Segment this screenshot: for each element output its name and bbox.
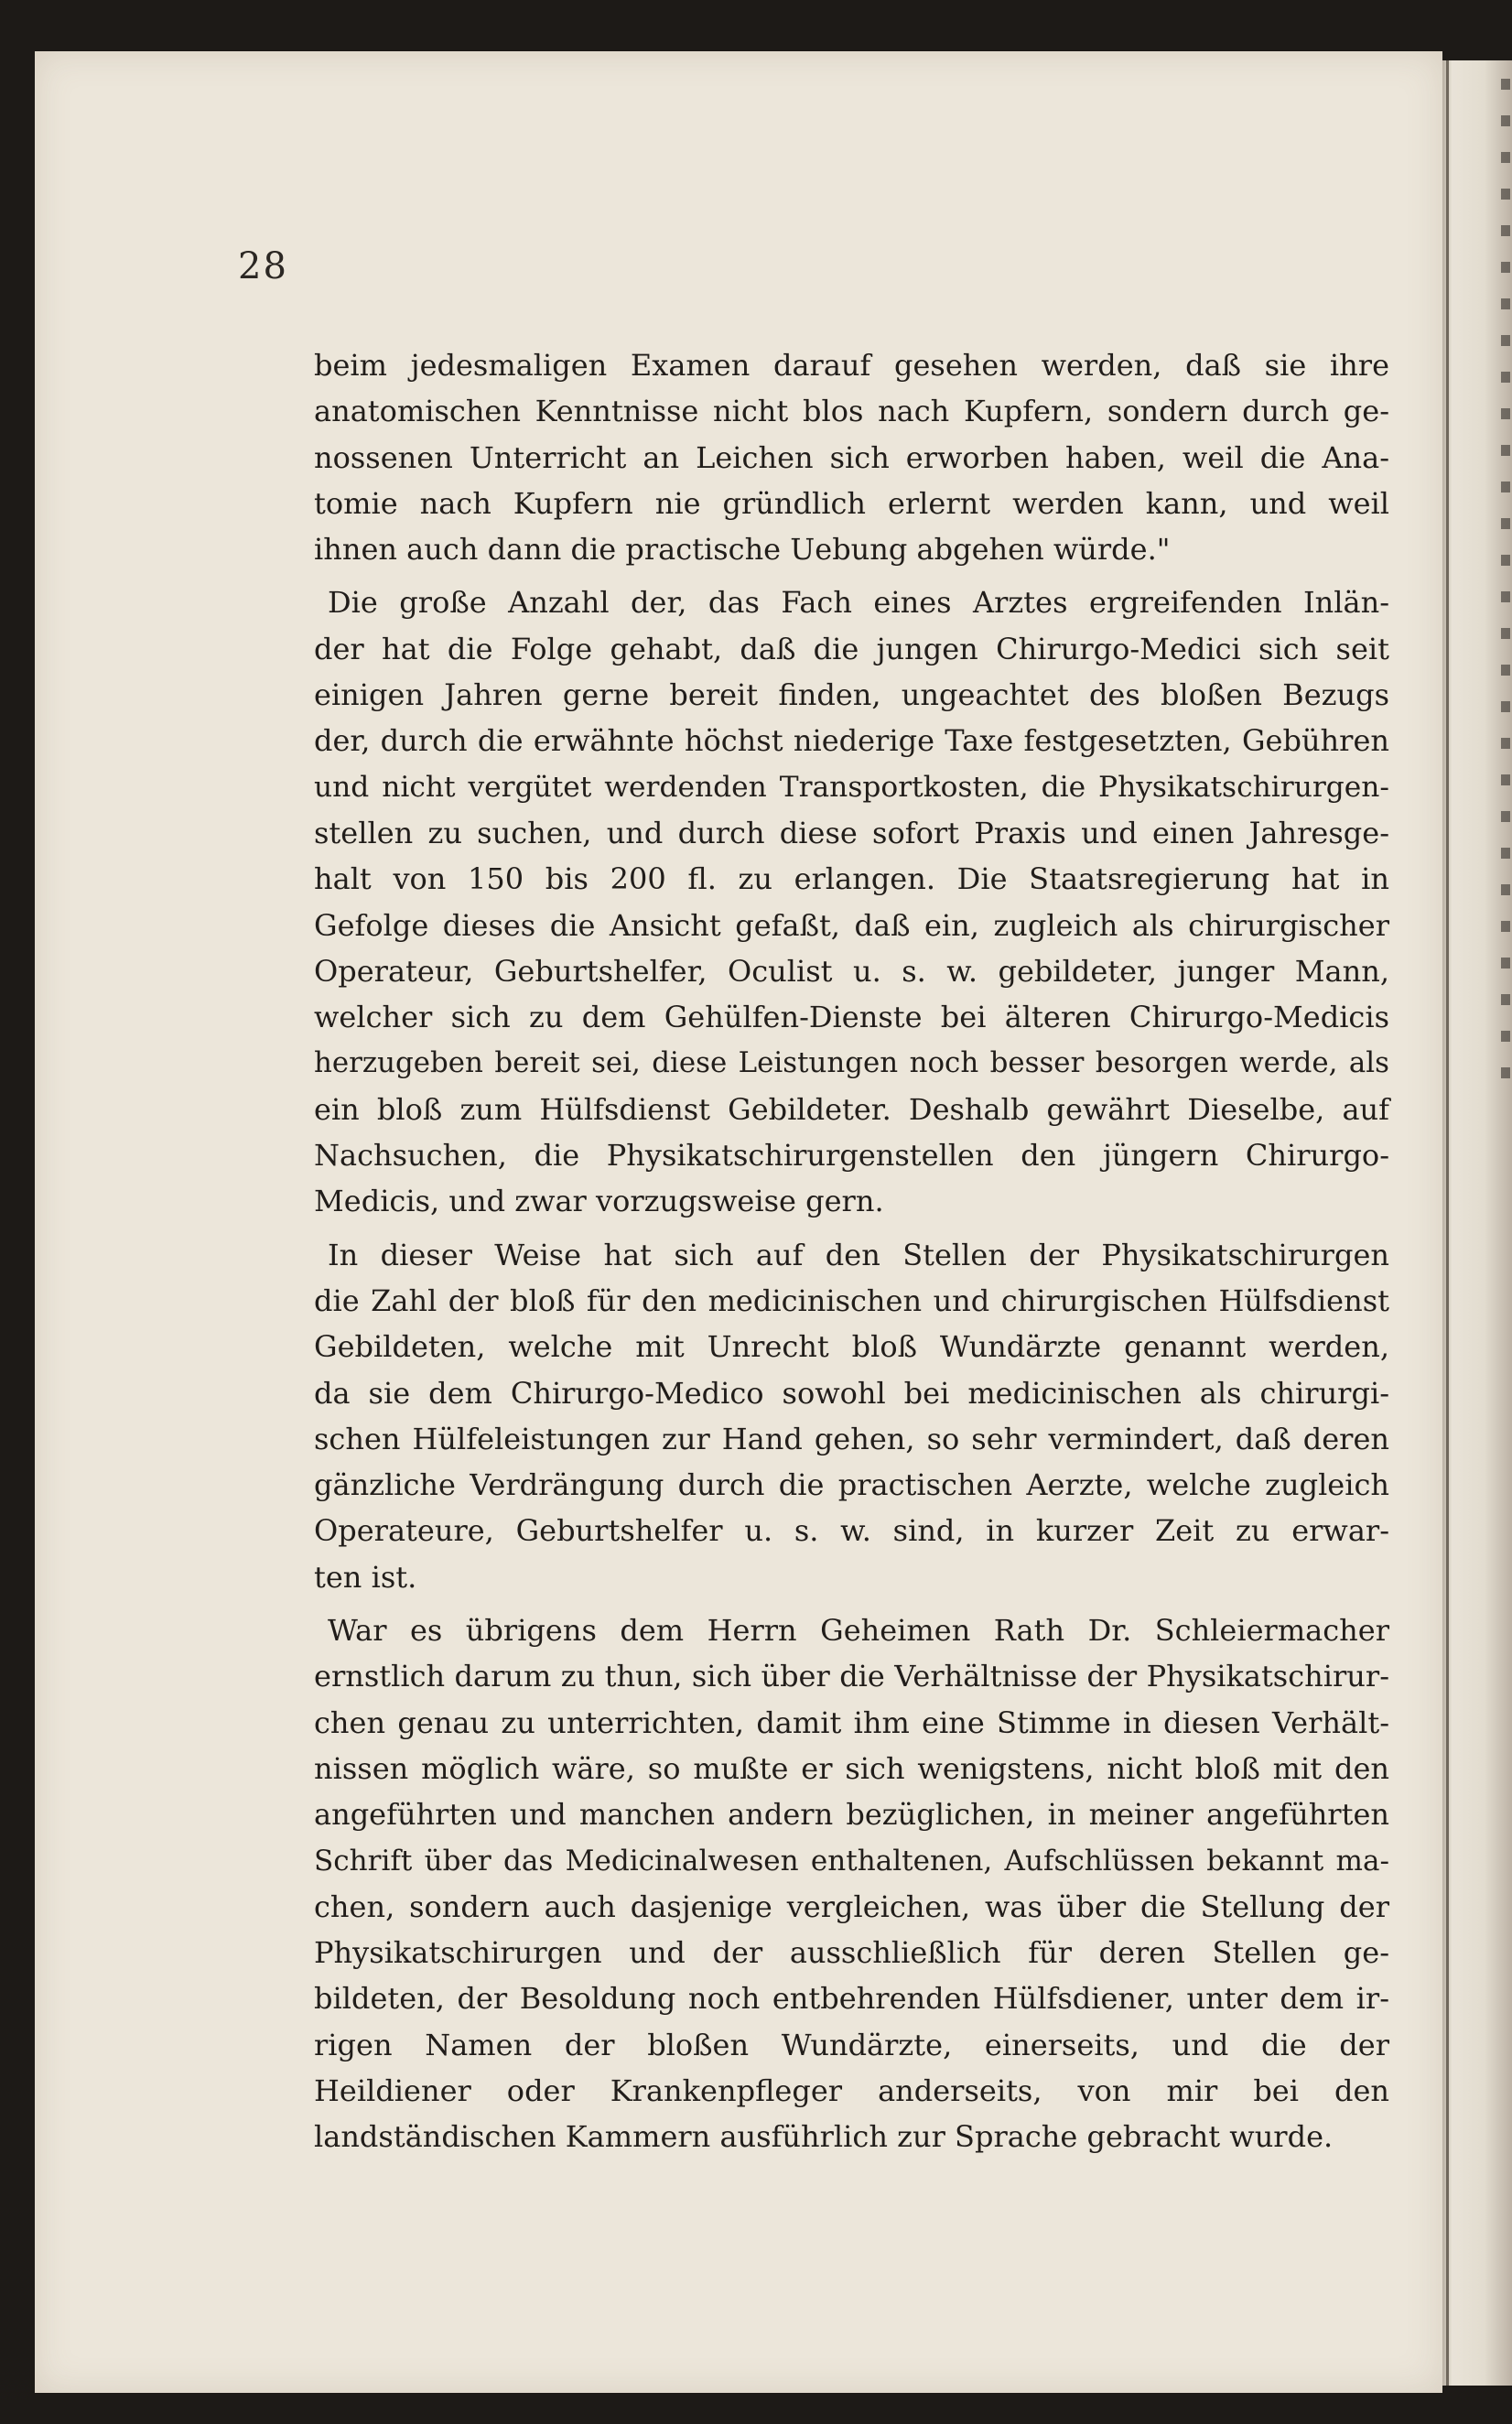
text-line: bildeten, der Besoldung noch entbehrenden Hülfsdiener, unter dem ir- <box>314 1981 1389 2017</box>
text-line: und nicht vergütet werdenden Transportkosten, die Physikatschirurgen- <box>314 770 1389 804</box>
text-line: schen Hülfeleistungen zur Hand gehen, so sehr vermindert, daß deren <box>314 1421 1389 1456</box>
text-line: die Zahl der bloß für den medicinischen und chirurgischen Hülfsdienst <box>314 1282 1389 1318</box>
text-line: rigen Namen der bloßen Wundärzte, einerseits, und die der <box>314 2027 1389 2062</box>
text-line: tomie nach Kupfern nie gründlich erlernt werden kann, und weil <box>314 485 1389 521</box>
text-line: ernstlich darum zu thun, sich über die Verhältnisse der Physikatschirur- <box>314 1659 1389 1694</box>
text-line: Schrift über das Medicinalwesen enthaltenen, Aufschlüssen bekannt ma- <box>314 1844 1389 1878</box>
body-text <box>314 342 1389 2168</box>
text-line: chen genau zu unterrichten, damit ihm eine Stimme in diesen Verhält- <box>314 1704 1389 1740</box>
text-line: angeführten und manchen andern bezüglichen, in meiner angeführten <box>314 1797 1389 1833</box>
book-page <box>35 51 1442 2393</box>
text-line: beim jedesmaligen Examen darauf gesehen werden, daß sie ihre <box>314 348 1389 383</box>
paragraph <box>314 342 1389 572</box>
text-line: ihnen auch dann die practische Uebung abgehen würde." <box>314 532 1171 568</box>
text-line: halt von 150 bis 200 fl. zu erlangen. Die Staatsregierung hat in <box>314 861 1389 897</box>
text-line: welcher sich zu dem Gehülfen-Dienste bei älteren Chirurgo-Medicis <box>314 1000 1389 1035</box>
text-line: anatomischen Kenntnisse nicht blos nach Kupfern, sondern durch ge- <box>314 394 1389 429</box>
text-line: stellen zu suchen, und durch diese sofort Praxis und einen Jahresge- <box>314 815 1389 850</box>
text-line: landständischen Kammern ausführlich zur Sprache gebracht wurde. <box>314 2119 1334 2155</box>
text-line: der, durch die erwähnte höchst niederige Taxe festgesetzten, Gebühren <box>314 723 1389 759</box>
text-line: War es übrigens dem Herrn Geheimen Rath Dr. Schleiermacher <box>328 1613 1389 1649</box>
text-line: chen, sondern auch dasjenige vergleichen, was über die Stellung der <box>314 1888 1389 1924</box>
text-line: Nachsuchen, die Physikatschirurgenstellen den jüngern Chirurgo- <box>314 1138 1389 1174</box>
text-line: der hat die Folge gehabt, daß die jungen Chirurgo-Medici sich seit <box>314 631 1389 666</box>
text-line: Gebildeten, welche mit Unrecht bloß Wundärzte genannt werden, <box>314 1329 1389 1365</box>
text-line: gänzliche Verdrängung durch die practischen Aerzte, welche zugleich <box>314 1467 1389 1503</box>
text-line: ein bloß zum Hülfsdienst Gebildeter. Deshalb gewährt Dieselbe, auf <box>314 1091 1389 1127</box>
book-page-edges <box>1442 60 1512 2386</box>
text-line: Die große Anzahl der, das Fach eines Arztes ergreifenden Inlän- <box>328 585 1389 621</box>
paragraph <box>314 1232 1389 1600</box>
text-line: ten ist. <box>314 1559 417 1595</box>
paragraph <box>314 1607 1389 2160</box>
text-line: In dieser Weise hat sich auf den Stellen der Physikatschirurgen <box>328 1237 1389 1272</box>
page-number: 28 <box>238 245 288 287</box>
text-line: Heildiener oder Krankenpfleger anderseits, von mir bei den <box>314 2072 1389 2108</box>
text-line: Operateur, Geburtshelfer, Oculist u. s. w. gebildeter, junger Mann, <box>314 953 1389 989</box>
text-line: einigen Jahren gerne bereit finden, ungeachtet des bloßen Bezugs <box>314 677 1389 713</box>
text-line: Medicis, und zwar vorzugsweise gern. <box>314 1184 884 1219</box>
paragraph <box>314 579 1389 1224</box>
text-line: nissen möglich wäre, so mußte er sich wenigstens, nicht bloß mit den <box>314 1750 1389 1786</box>
text-line: herzugeben bereit sei, diese Leistungen noch besser besorgen werde, als <box>314 1046 1389 1080</box>
text-line: nossenen Unterricht an Leichen sich erworben haben, weil die Ana- <box>314 439 1389 475</box>
text-line: Operateure, Geburtshelfer u. s. w. sind, in kurzer Zeit zu erwar- <box>314 1513 1389 1549</box>
text-line: Gefolge dieses die Ansicht gefaßt, daß ein, zugleich als chirurgischer <box>314 907 1389 943</box>
text-line: da sie dem Chirurgo-Medico sowohl bei medicinischen als chirurgi- <box>314 1375 1389 1411</box>
text-line: Physikatschirurgen und der ausschließlich für deren Stellen ge- <box>314 1935 1389 1971</box>
